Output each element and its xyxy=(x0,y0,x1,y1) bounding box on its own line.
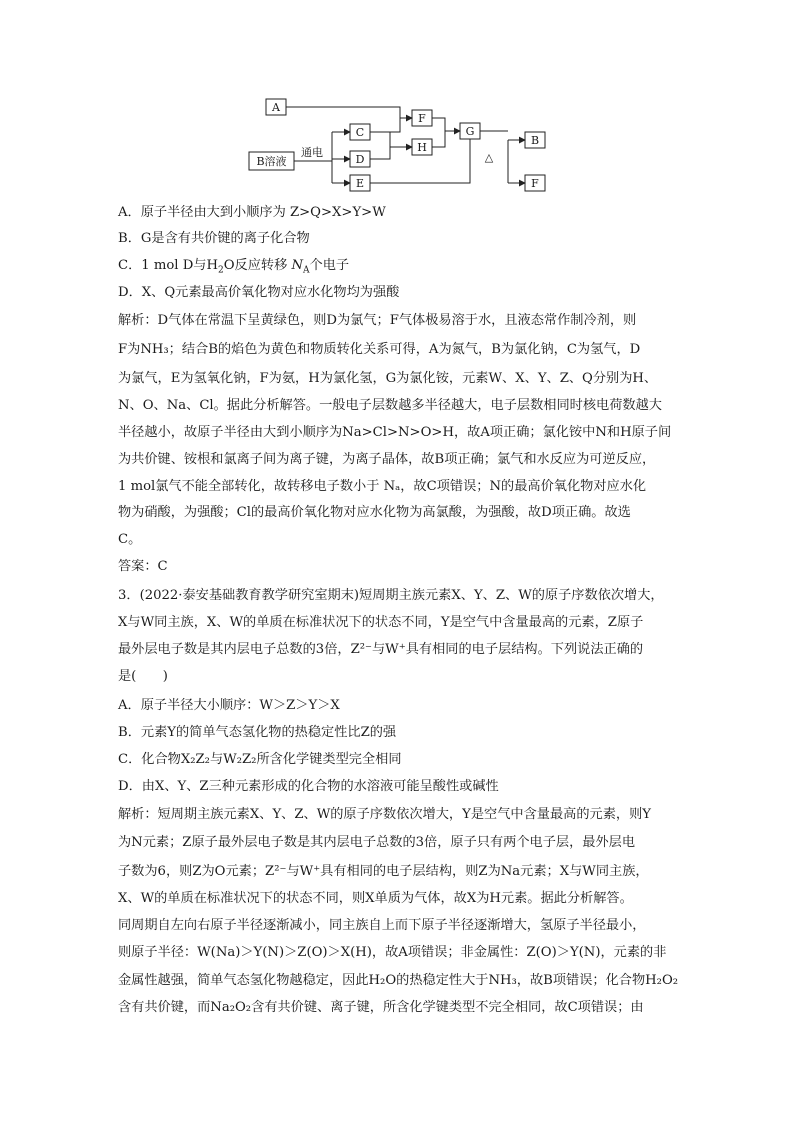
q2-analysis-line: 1 mol氯气不能全部转化，故转移电子数小于 Nₐ，故C项错误；N的最高价氧化物对应水化 xyxy=(118,479,647,494)
q3-option-a: A．原子半径大小顺序：W＞Z＞Y＞X xyxy=(118,698,340,713)
q3-analysis-line: 为N元素；Z原子最外层电子数是其内层电子总数的3倍，原子只有两个电子层，最外层电 xyxy=(118,835,636,850)
q3-stem-line: 是( ) xyxy=(118,669,168,684)
q2-analysis-line: 为氯气，E为氢氧化钠，F为氨，H为氯化氢，G为氯化铵，元素W、X、Y、Z、Q分别为H、 xyxy=(118,371,658,386)
node-H-label: H xyxy=(417,141,427,154)
q3-option-c: C．化合物X₂Z₂与W₂Z₂所含化学键类型完全相同 xyxy=(118,752,402,767)
q2-analysis-line: 为共价键、铵根和氯离子间为离子键，为离子晶体，故B项正确；氯气和水反应为可逆反应， xyxy=(118,452,656,467)
edge-label-heat: △ xyxy=(484,151,494,164)
edge-D-H xyxy=(370,147,390,159)
q2-option-c xyxy=(118,256,349,276)
q3-analysis-line: 金属性越强，简单气态氢化物越稳定，因此H₂O的热稳定性大于NH₃，故B项错误；化合物H₂O₂ xyxy=(118,973,679,988)
q3-stem-line: 最外层电子数是其内层电子总数的3倍，Z²⁻与W⁺具有相同的电子层结构。下列说法正确的 xyxy=(118,642,644,657)
node-F-out-label: F xyxy=(531,177,539,190)
q3-analysis-line: 解析：短周期主族元素X、Y、Z、W的原子序数依次增大，Y是空气中含量最高的元素，则Y xyxy=(118,807,651,822)
node-B-out-label: B xyxy=(530,134,540,147)
q3-stem-line: X与W同主族，X、W的单质在标准状况下的状态不同，Y是空气中含量最高的元素，Z原子 xyxy=(118,615,644,630)
q2-option-b: B．G是含有共价键的离子化合物 xyxy=(118,231,310,246)
node-D-label: D xyxy=(355,153,365,166)
q2-option-a: A．原子半径由大到小顺序为 Z>Q>X>Y>W xyxy=(118,205,386,220)
q2-analysis-line: C。 xyxy=(118,532,142,547)
node-C-label: C xyxy=(355,126,365,139)
q2-analysis-line: 物为硝酸，为强酸；Cl的最高价氧化物对应水化物为高氯酸，为强酸，故D项正确。故选 xyxy=(118,505,631,520)
q2-analysis-line: F为NH₃；结合B的焰色为黄色和物质转化关系可得，A为氮气，B为氯化钠，C为氢气，D xyxy=(118,342,641,357)
q2-option-c-pre: C．1 mol D与H xyxy=(118,258,218,273)
q2-option-c-na: N xyxy=(291,258,304,273)
q3-analysis-line: 则原子半径：W(Na)＞Y(N)＞Z(O)＞X(H)，故A项错误；非金属性：Z(O)＞Y(N)，元素的非 xyxy=(118,945,667,960)
q2-option-d: D．X、Q元素最高价氧化物对应水化物均为强酸 xyxy=(118,285,400,300)
reaction-flow-diagram xyxy=(240,90,560,200)
q3-analysis-line: 同周期自左向右原子半径逐渐减小，同主族自上而下原子半径逐渐增大，氢原子半径最小， xyxy=(118,918,646,933)
q3-analysis-line: 子数为6，则Z为O元素；Z²⁻与W⁺具有相同的电子层结构，则Z为Na元素；X与W同主族， xyxy=(118,864,649,879)
q2-analysis-line: 解析：D气体在常温下呈黄绿色，则D为氯气；F气体极易溶于水，且液态常作制冷剂，则 xyxy=(118,313,637,328)
q2-analysis-line: N、O、Na、Cl。据此分析解答。一般电子层数越多半径越大，电子层数相同时核电荷数越大 xyxy=(118,398,662,413)
edge-H-G xyxy=(432,131,445,147)
edge-F-G xyxy=(432,118,460,131)
q3-stem-line: 3．(2022·泰安基础教育教学研究室期末)短周期主族元素X、Y、Z、W的原子序数依次增大， xyxy=(118,588,664,603)
node-B-solution-label: B溶液 xyxy=(256,155,287,168)
node-E-label: E xyxy=(355,177,365,190)
node-G-label: G xyxy=(465,125,475,138)
q2-option-c-post: 个电子 xyxy=(309,258,350,273)
q3-analysis-line: X、W的单质在标准状况下的状态不同，则X单质为气体，故X为H元素。据此分析解答。 xyxy=(118,891,633,906)
edge-label-electrolysis: 通电 xyxy=(301,146,323,159)
q3-option-b: B．元素Y的简单气态氢化物的热稳定性比Z的强 xyxy=(118,725,397,740)
q3-option-d: D．由X、Y、Z三种元素形成的化合物的水溶液可能呈酸性或碱性 xyxy=(118,779,499,794)
q3-analysis-line: 含有共价键，而Na₂O₂含有共价键、离子键，所含化学键类型不完全相同，故C项错误；由 xyxy=(118,1000,644,1015)
node-A-label: A xyxy=(272,101,280,114)
q2-option-c-na-sub: A xyxy=(303,265,310,276)
q2-option-c-mid: O反应转移 xyxy=(223,258,292,273)
q2-option-c-sub: 2 xyxy=(217,265,224,276)
edge-A-F xyxy=(286,107,412,118)
q2-analysis-line: 半径越小，故原子半径由大到小顺序为Na>Cl>N>O>H，故A项正确；氯化铵中N和H原子间 xyxy=(118,425,672,440)
edge-C-F xyxy=(370,118,400,132)
edge-C-H xyxy=(370,132,412,147)
node-F-label: F xyxy=(418,112,426,125)
q2-answer: 答案：C xyxy=(118,559,168,574)
